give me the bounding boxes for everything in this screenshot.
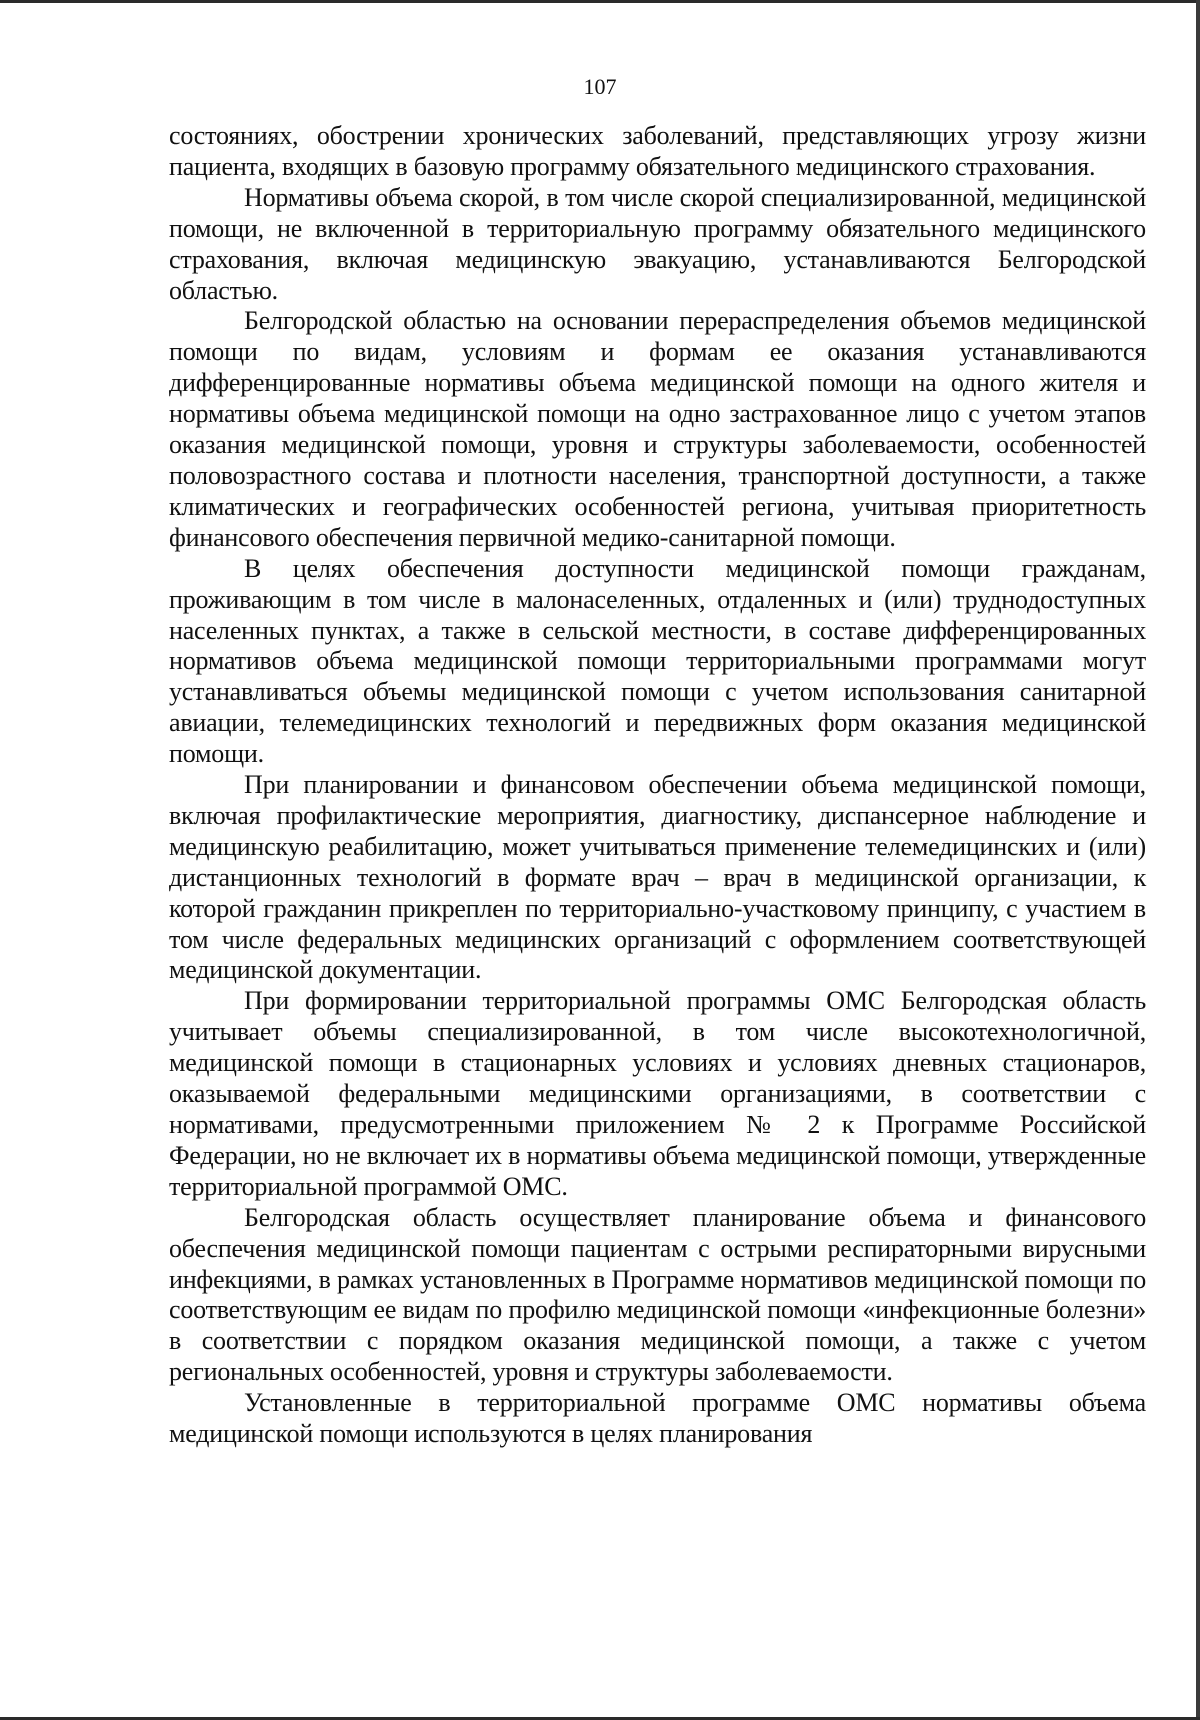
paragraph: Белгородской областью на основании перераспределения объемов медицинской помощи по видам, условиям и формам ее оказания устанавливаются дифференцированные нормативы объема медицинской помощи на одного жителя и нормативы объема медицинской помощи на одно застрахованное лицо с учетом этапов оказания медицинской помощи, уровня и структуры заболеваемости, особенностей половозрастного состава и плотности населения, транспортной доступности, а также климатических и географических особенностей региона, учитывая приоритетность финансового обеспечения первичной медико-санитарной помощи. [169, 306, 1146, 552]
scan-edge-right [1196, 0, 1200, 1720]
page-number: 107 [583, 74, 617, 99]
paragraph: Установленные в территориальной программе ОМС нормативы объема медицинской помощи используются в целях планирования [169, 1388, 1146, 1449]
paragraph: В целях обеспечения доступности медицинской помощи гражданам, проживающим в том числе в малонаселенных, отдаленных и (или) труднодоступных населенных пунктах, а также в сельской местности, в составе дифференцированных нормативов объема медицинской помощи территориальными программами могут устанавливаться объемы медицинской помощи с учетом использования санитарной авиации, телемедицинских технологий и передвижных форм оказания медицинской помощи. [169, 553, 1146, 769]
document-body [169, 121, 1146, 1450]
scan-edge-top [0, 0, 1200, 3]
paragraph: При формировании территориальной программы ОМС Белгородская область учитывает объемы специализированной, в том числе высокотехнологичной, медицинской помощи в стационарных условиях и условиях дневных стационаров, оказываемой федеральными медицинскими организациями, в соответствии с нормативами, предусмотренными приложением № 2 к Программе Российской Федерации, но не включает их в нормативы объема медицинской помощи, утвержденные территориальной программой ОМС. [169, 986, 1146, 1201]
paragraph: Нормативы объема скорой, в том числе скорой специализированной, медицинской помощи, не включенной в территориальную программу обязательного медицинского страхования, включая медицинскую эвакуацию, устанавливаются Белгородской областью. [169, 182, 1146, 305]
paragraph: состояниях, обострении хронических заболеваний, представляющих угрозу жизни пациента, входящих в базовую программу обязательного медицинского страхования. [169, 121, 1146, 181]
paragraph: При планировании и финансовом обеспечении объема медицинской помощи, включая профилактические мероприятия, диагностику, диспансерное наблюдение и медицинскую реабилитацию, может учитываться применение телемедицинских и (или) дистанционных технологий в формате врач – врач в медицинской организации, к которой гражданин прикреплен по территориально-участковому принципу, с участием в том числе федеральных медицинских организаций с оформлением соответствующей медицинской документации. [169, 770, 1146, 985]
paragraph: Белгородская область осуществляет планирование объема и финансового обеспечения медицинской помощи пациентам с острыми респираторными вирусными инфекциями, в рамках установленных в Программе нормативов медицинской помощи по соответствующим ее видам по профилю медицинской помощи «инфекционные болезни» в соответствии с порядком оказания медицинской помощи, а также с учетом региональных особенностей, уровня и структуры заболеваемости. [169, 1202, 1146, 1387]
